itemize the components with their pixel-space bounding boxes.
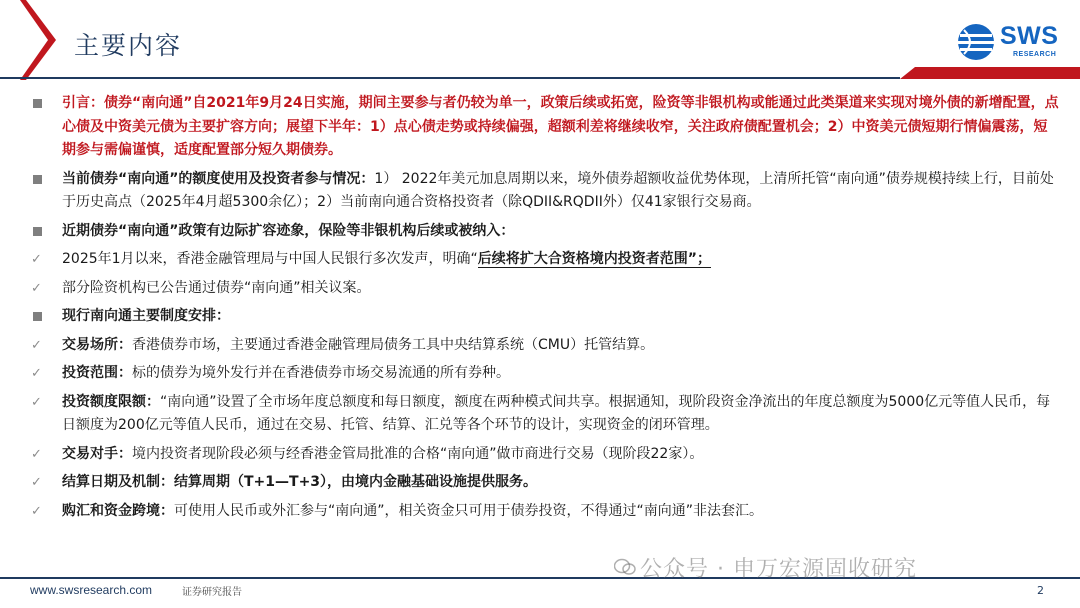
check-bullet-icon: ✓ [31,280,42,296]
bullet-text: 投资额度限额： [62,393,160,410]
watermark [640,552,917,582]
square-bullet-icon [33,175,42,184]
globe-icon [956,22,996,62]
check-bullet-icon: ✓ [31,252,42,267]
bullet-text: 交易场所： [62,336,132,353]
bullet-section [30,305,1060,329]
header-divider [0,66,1080,80]
bullet-text: 购汇和资金跨境： [62,502,174,519]
bullet-point [30,500,1060,524]
footer-divider [0,577,1080,579]
footer-url-link[interactable]: www.swsresearch.com [30,583,153,597]
bullet-point [30,391,1060,438]
logo-text: SWS [1000,22,1059,50]
bullet-text: 1） 2022年美元加息周期以来，境外债券超额收益优势体现，上清所托管“南向通”债券规模持续上行，目前处于历史高点（2025年4月超5300余亿）；2）当前南向通合资格投资者（除QDII&RQDII外）仅41家银行交易商。 [62,170,1054,210]
bullet-point [30,248,1060,272]
bullet-text: 结算日期及机制：结算周期（T+1—T+3），由境内金融基础设施提供服务。 [62,474,538,490]
bullet-point [30,277,1060,301]
bullet-point [30,362,1060,386]
sws-logo [956,18,1059,68]
watermark-text: 公众号 · 申万宏源固收研究 [640,557,917,582]
check-bullet-icon: ✓ [31,503,42,519]
check-bullet-icon: ✓ [31,337,42,353]
bullet-text: “南向通”设置了全市场年度总额度和每日额度，额度在两种模式间共享。根据通知，现阶段资金净流出的年度总额度为5000亿元等值人民币，每日额度为200亿元等值人民币，通过在交易、托管、结算、汇兑等各个环节的设计，实现资金的闭环管理。 [62,393,1051,433]
bullet-text: 香港债券市场，主要通过香港金融管理局债务工具中央结算系统（CMU）托管结算。 [132,336,655,353]
check-bullet-icon: ✓ [31,366,42,381]
bullet-text: 境内投资者现阶段必须与经香港金管局批准的合格“南向通”做市商进行交易（现阶段22家）。 [132,445,704,462]
bullet-text: 交易对手： [62,445,132,462]
footer-doc-type: 证券研究报告 [182,587,242,598]
bullet-section [30,92,1060,163]
square-bullet-icon [33,312,42,321]
check-bullet-icon: ✓ [31,446,42,462]
bullet-text: 可使用人民币或外汇参与“南向通”，相关资金只可用于债券投资，不得通过“南向通”非法套汇。 [174,502,764,519]
page-number: 2 [1037,584,1044,597]
square-bullet-icon [33,227,42,236]
bullet-text: 部分险资机构已公告通过债券“南向通”相关议案。 [62,279,371,296]
content-body [30,92,1060,523]
bullet-section [30,220,1060,244]
bullet-point [30,334,1060,358]
square-bullet-icon [33,99,42,108]
bullet-text: 当前债券“南向通”的额度使用及投资者参与情况： [62,170,375,187]
logo-subtext: RESEARCH [1013,51,1057,58]
bullet-text: 标的债券为境外发行并在香港债券市场交易流通的所有券种。 [132,365,510,381]
bullet-text: 近期债券“南向通”政策有边际扩容迹象，保险等非银机构后续或被纳入： [62,222,515,239]
check-bullet-icon: ✓ [31,475,42,490]
bullet-text: 引言：债券“南向通”自2021年9月24日实施，期间主要参与者仍较为单一，政策后续或拓宽，险资等非银机构或能通过此类渠道来实现对境外债的新增配置，点心债及中资美元债为主要扩容方向；展望下半年：1）点心债走势或持续偏强，超额利差将继续收窄，关注政府债配置机会；2）中资美元债短期行情偏震荡，短期参与需偏谨慎，适度配置部分短久期债券。 [62,95,1059,158]
wechat-icon [614,558,636,576]
bullet-point [30,471,1060,495]
bullet-point [30,443,1060,467]
bullet-text: 投资范围： [62,365,132,381]
page-title: 主要内容 [74,31,183,60]
bullet-text: 现行南向通主要制度安排： [62,308,230,324]
bullet-text: 后续将扩大合资格境内投资者范围”； [477,251,711,267]
bullet-text: 2025年1月以来，香港金融管理局与中国人民银行多次发声，明确“ [62,251,478,267]
bullet-section [30,168,1060,215]
check-bullet-icon: ✓ [31,394,42,410]
